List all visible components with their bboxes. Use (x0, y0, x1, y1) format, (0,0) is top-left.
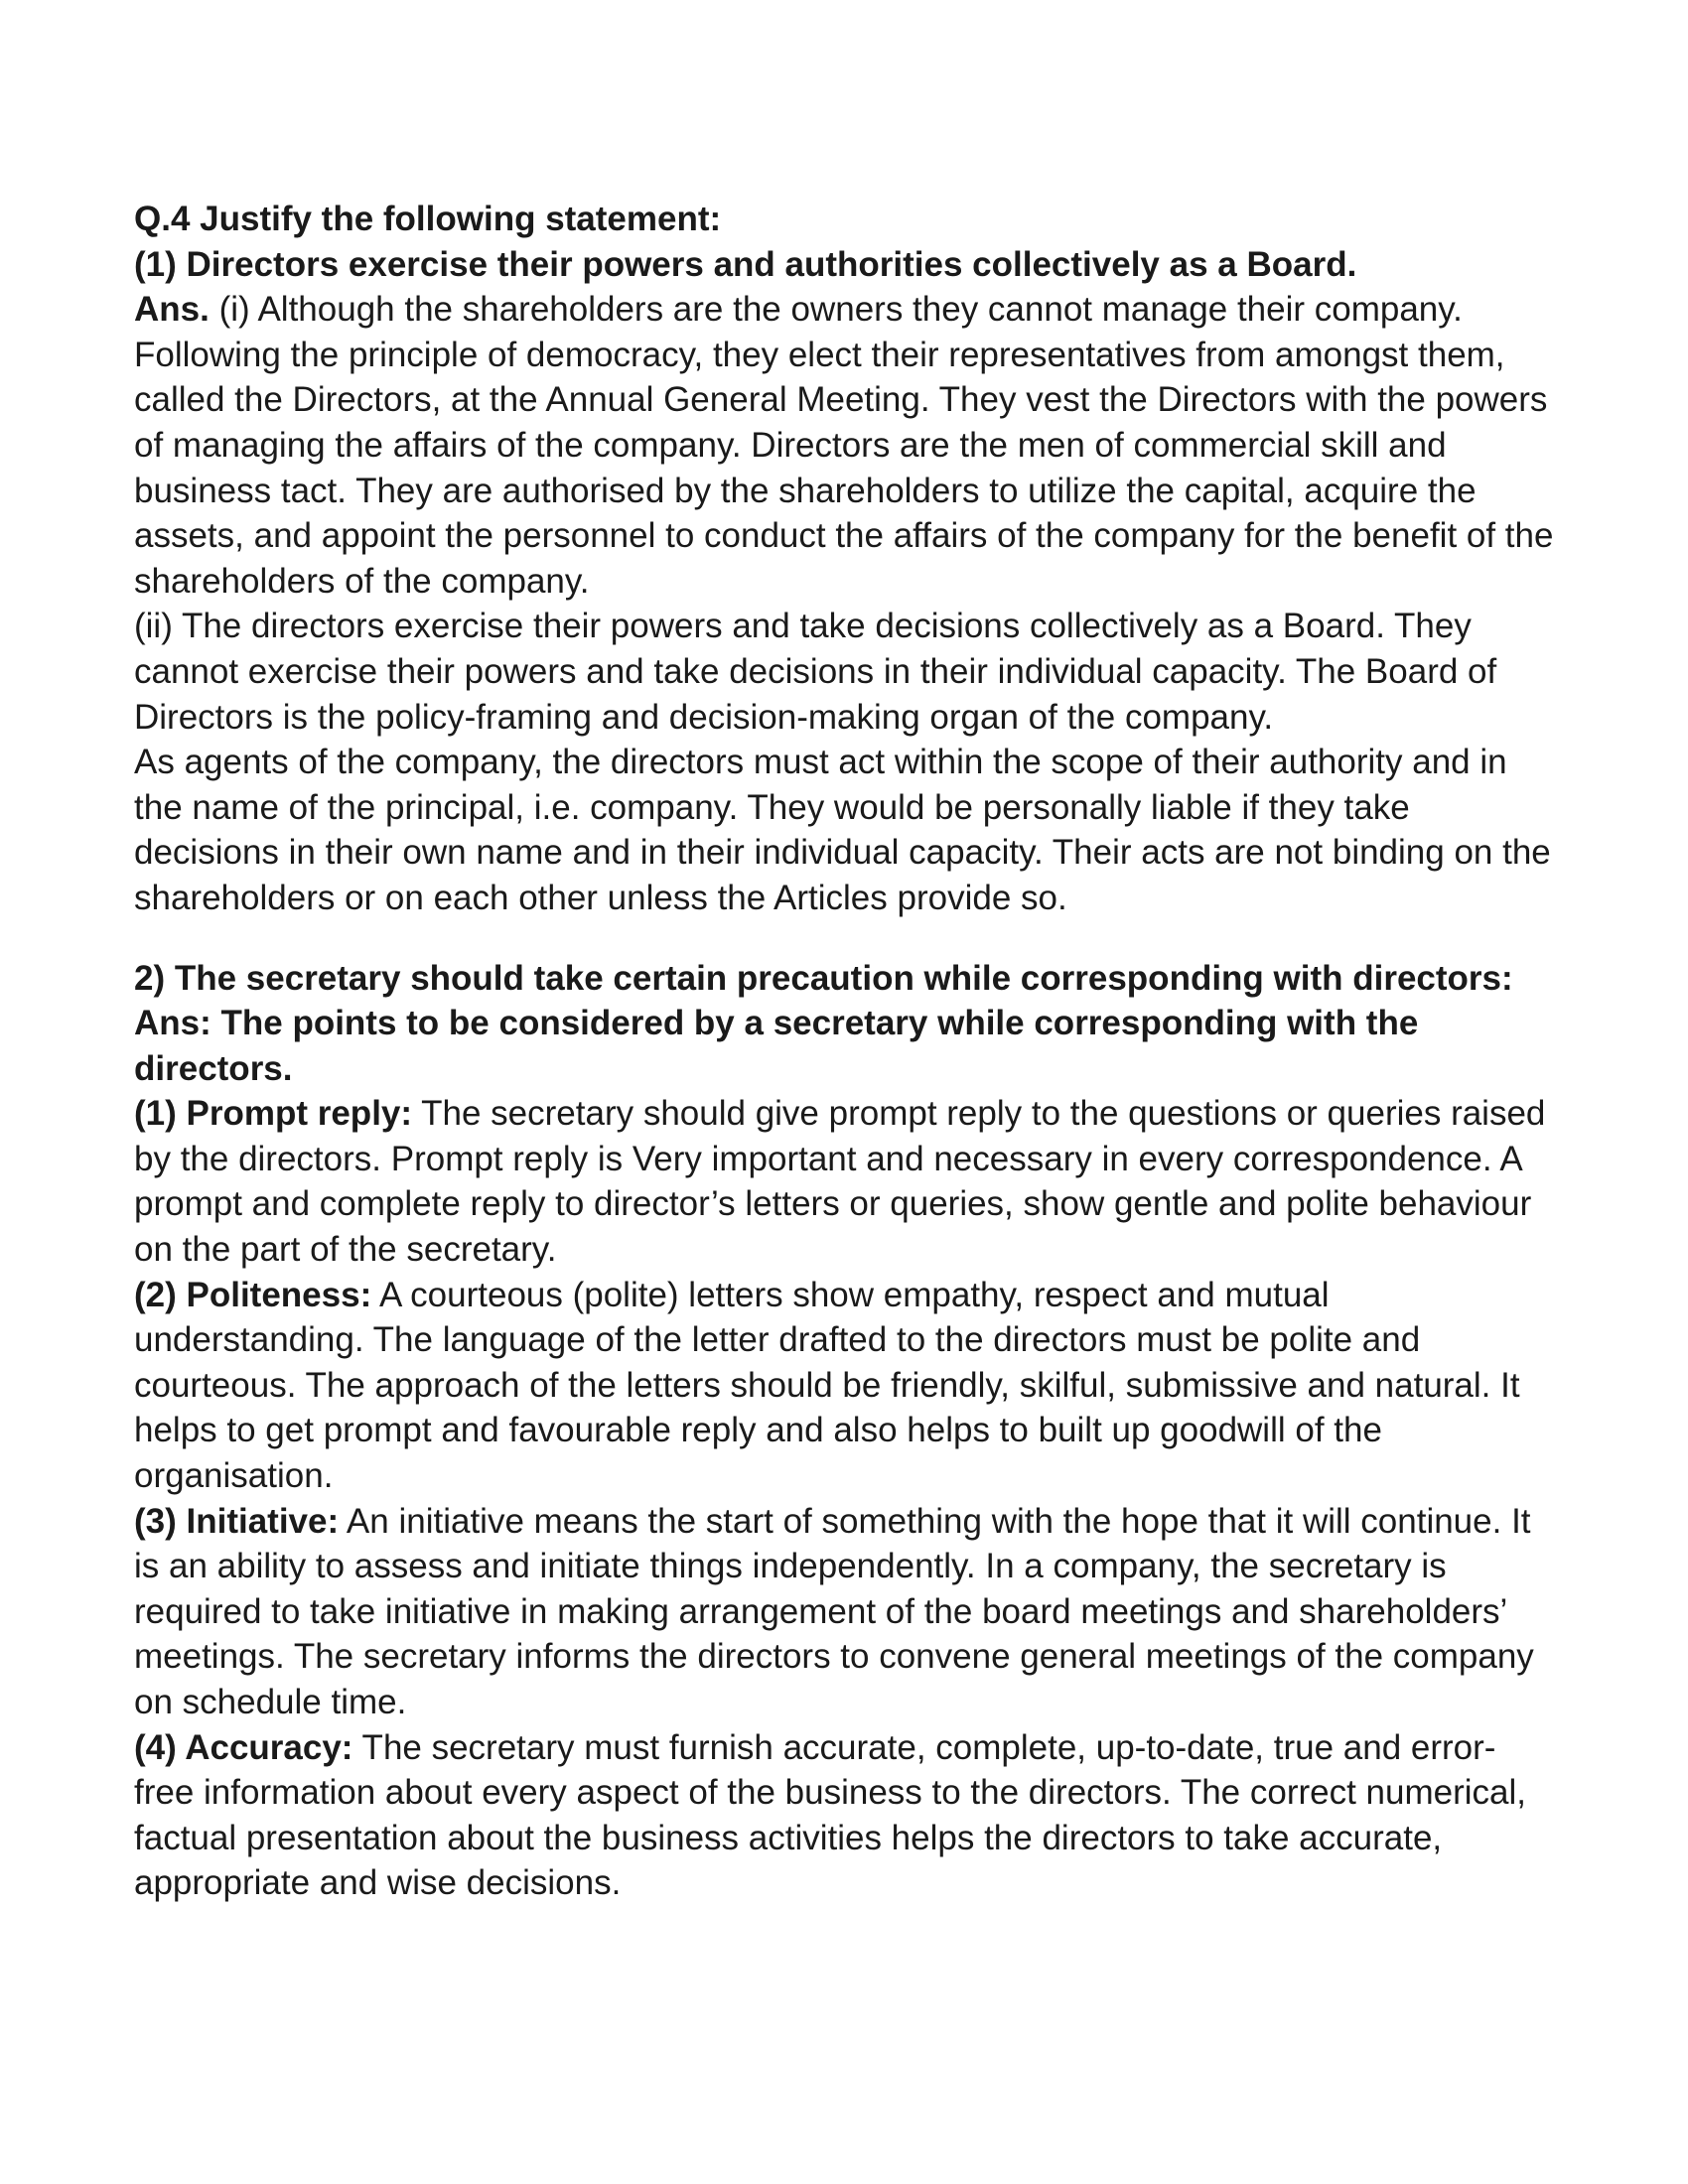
section-spacer (134, 921, 1554, 956)
answer-paragraph-i (134, 287, 1554, 604)
point-initiative (134, 1499, 1554, 1725)
point-text: The secretary must furnish accurate, complete, up-to-date, true and error-free information about every aspect of the business to the directors. The correct numerical, factual presentation about the business activities helps the directors to take accurate, appropriate and wise decisions. (134, 1727, 1526, 1903)
point-politeness (134, 1273, 1554, 1499)
answer-paragraph-iii: As agents of the company, the directors must act within the scope of their authority and in the name of the principal, i.e. company. They would be personally liable if they take decisions in their own name and in their individual capacity. Their acts are not binding on the shareholders or on each other unless the Articles provide so. (134, 743, 1551, 917)
point-prompt-reply (134, 1091, 1554, 1272)
statement-2: 2) The secretary should take certain precaution while corresponding with directors: (134, 958, 1513, 998)
point-label: (2) Politeness: (134, 1275, 372, 1314)
answer-text-i: (i) Although the shareholders are the owners they cannot manage their company. Following the principle of democracy, they elect their representatives from amongst them, called the Directors, at the Annual General Meeting. They vest the Directors with the powers of managing the affairs of the company. Directors are the men of commercial skill and business tact. They are authorised by the shareholders to utilize the capital, acquire the assets, and appoint the personnel to conduct the affairs of the company for the benefit of the shareholders of the company. (134, 290, 1554, 601)
answer-heading-2: Ans: The points to be considered by a secretary while corresponding with the directors. (134, 1004, 1419, 1088)
document-page (134, 197, 1554, 1906)
point-label: (4) Accuracy: (134, 1727, 353, 1767)
answer-label: Ans. (134, 290, 210, 330)
point-label: (1) Prompt reply: (134, 1094, 413, 1134)
point-accuracy (134, 1725, 1554, 1906)
point-text: The secretary should give prompt reply to the questions or queries raised by the directors. Prompt reply is Very important and necessary in every correspondence. A prompt and complete reply to director’s letters or queries, show gentle and polite behaviour on the part of the secretary. (134, 1094, 1546, 1270)
point-label: (3) Initiative: (134, 1501, 340, 1541)
statement-1: (1) Directors exercise their powers and authorities collectively as a Board. (134, 244, 1357, 284)
answer-paragraph-ii: (ii) The directors exercise their powers and take decisions collectively as a Board. They cannot exercise their powers and take decisions in their individual capacity. The Board of Directors is the policy-framing and decision-making organ of the company. (134, 607, 1497, 737)
point-text: A courteous (polite) letters show empathy, respect and mutual understanding. The language of the letter drafted to the directors must be polite and courteous. The approach of the letters should be friendly, skilful, submissive and natural. It helps to get prompt and favourable reply and also helps to built up goodwill of the organisation. (134, 1275, 1520, 1496)
point-text: An initiative means the start of something with the hope that it will continue. It is an ability to assess and initiate things independently. In a company, the secretary is required to take initiative in making arrangement of the board meetings and shareholders’ meetings. The secretary informs the directors to convene general meetings of the company on schedule time. (134, 1501, 1534, 1721)
question-heading: Q.4 Justify the following statement: (134, 200, 722, 238)
